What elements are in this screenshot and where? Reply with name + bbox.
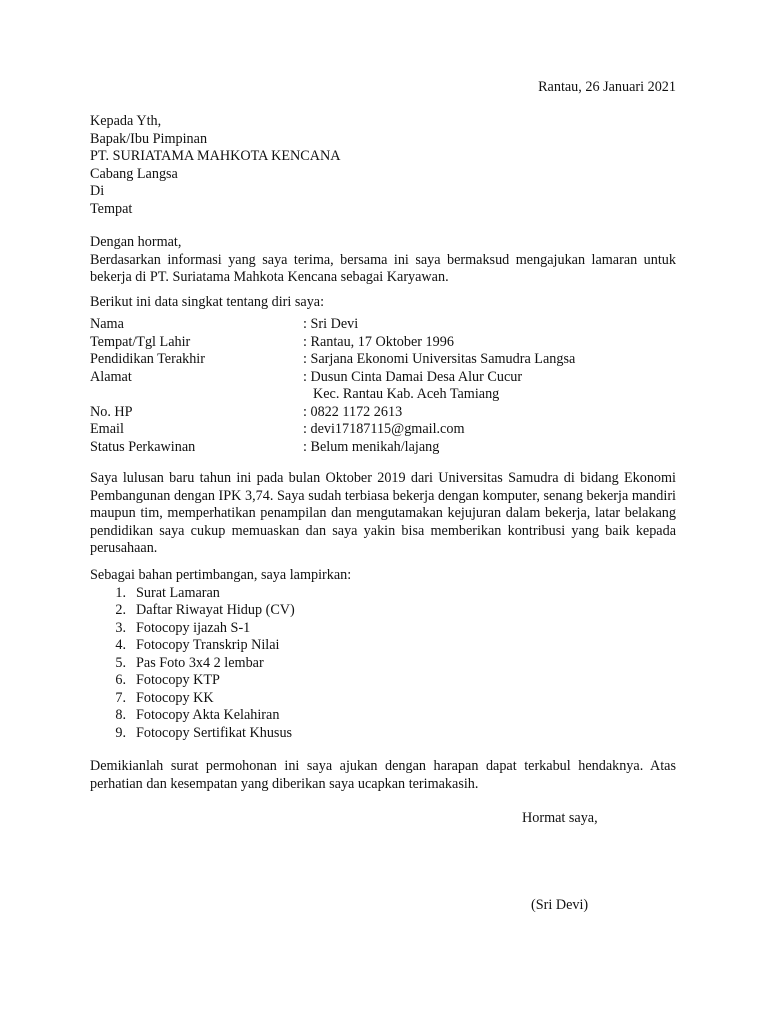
attachments-intro: Sebagai bahan pertimbangan, saya lampirkan: xyxy=(90,567,352,583)
attachment-item: 2. Daftar Riwayat Hidup (CV) xyxy=(115,602,295,618)
attachment-item: 5. Pas Foto 3x4 2 lembar xyxy=(115,654,264,671)
letter-date: Rantau, 26 Januari 2021 xyxy=(538,79,676,95)
data-row-birth xyxy=(90,334,676,352)
recipient-line: Tempat xyxy=(90,200,133,217)
attachment-item: 9. Fotocopy Sertifikat Khusus xyxy=(115,724,293,741)
attachments-section xyxy=(90,567,351,742)
data-label: Email xyxy=(90,421,124,437)
salutation: Dengan hormat, xyxy=(90,234,182,250)
data-row-phone xyxy=(90,404,676,422)
data-value: : Dusun Cinta Damai Desa Alur Cucur Kec. Rantau Kab. Aceh Tamiang xyxy=(303,369,676,404)
attachment-item: 6. Fotocopy KTP xyxy=(115,672,220,688)
attachment-item: 7. Fotocopy KK xyxy=(115,689,214,706)
closing-paragraph: Demikianlah surat permohonan ini saya ajukan dengan harapan dapat terkabul hendaknya. Atas perhatian dan kesempatan yang diberikan saya ucapkan terimakasih. xyxy=(90,758,676,792)
data-row-education xyxy=(90,351,676,369)
recipient-line: Di xyxy=(90,183,105,199)
data-value-continuation: Kec. Rantau Kab. Aceh Tamiang xyxy=(313,386,500,402)
data-value: : Sarjana Ekonomi Universitas Samudra Langsa xyxy=(303,351,576,367)
attachments-list xyxy=(90,585,351,743)
attachment-item: 1. Surat Lamaran xyxy=(115,584,220,601)
recipient-line: Kepada Yth, xyxy=(90,113,162,129)
data-value: : Sri Devi xyxy=(303,316,359,332)
recipient-line: Cabang Langsa xyxy=(90,165,178,182)
data-value: : 0822 1172 2613 xyxy=(303,403,403,420)
recipient-block xyxy=(90,113,341,218)
data-row-email xyxy=(90,421,676,439)
attachment-item: 8. Fotocopy Akta Kelahiran xyxy=(115,707,280,723)
personal-data-intro: Berikut ini data singkat tentang diri saya: xyxy=(90,294,325,310)
data-label: Nama xyxy=(90,316,124,332)
attachment-item: 3. Fotocopy ijazah S-1 xyxy=(115,619,251,636)
data-label: Alamat xyxy=(90,368,132,385)
attachment-item: 4. Fotocopy Transkrip Nilai xyxy=(115,637,280,653)
recipient-line: Bapak/Ibu Pimpinan xyxy=(90,130,208,147)
data-label: Tempat/Tgl Lahir xyxy=(90,333,191,350)
personal-data-table xyxy=(90,316,676,456)
intro-paragraph: Berdasarkan informasi yang saya terima, bersama ini saya bermaksud mengajukan lamaran untuk bekerja di PT. Suriatama Mahkota Kencana sebagai Karyawan. xyxy=(90,251,676,285)
data-value: : devi17187115@gmail.com xyxy=(303,421,465,437)
data-row-address xyxy=(90,369,676,404)
recipient-company: PT. SURIATAMA MAHKOTA KENCANA xyxy=(90,148,341,164)
data-label: No. HP xyxy=(90,403,133,420)
qualification-paragraph: Saya lulusan baru tahun ini pada bulan Oktober 2019 dari Universitas Samudra di bidang Ekonomi Pembangunan dengan IPK 3,74. Saya sudah terbiasa bekerja dengan komputer, senang bekerja mandiri maupun tim, memperhatikan penampilan dan mengutamakan kejujuran dalam bekerja, latar belakang pendidikan saya cukup memuaskan dan saya yakin bisa memberikan kontribusi yang baik kepada perusahaan. xyxy=(90,470,676,556)
data-label: Status Perkawinan xyxy=(90,438,196,455)
data-row-marital-status xyxy=(90,439,676,457)
data-value: : Rantau, 17 Oktober 1996 xyxy=(303,333,454,350)
data-row-name xyxy=(90,316,676,334)
data-label: Pendidikan Terakhir xyxy=(90,351,205,367)
data-value: : Belum menikah/lajang xyxy=(303,438,440,455)
closing-regards: Hormat saya, xyxy=(522,810,598,826)
signature-name: (Sri Devi) xyxy=(531,897,589,913)
opening-section xyxy=(90,234,676,287)
